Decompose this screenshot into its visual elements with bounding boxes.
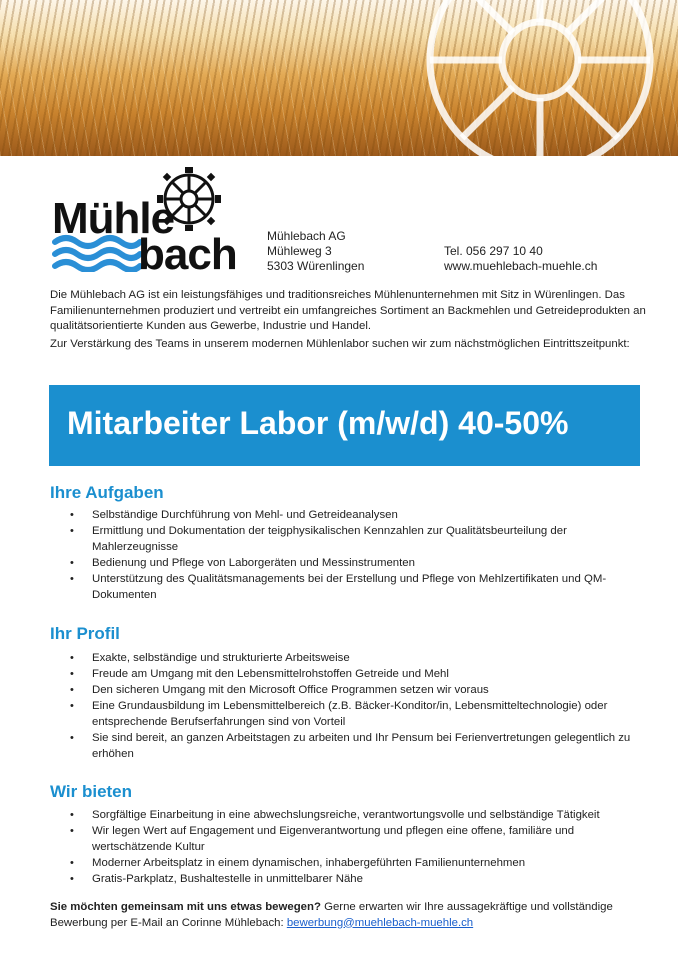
logo-text-line1: Mühle xyxy=(52,194,175,243)
list-item: • Unterstützung des Qualitätsmanagements bei der Erstellung und Pflege von Mehlzertifikaten und QM-Dokumenten xyxy=(68,571,643,603)
list-item: • Den sicheren Umgang mit den Microsoft Office Programmen setzen wir voraus xyxy=(68,682,643,698)
section-heading-profil: Ihr Profil xyxy=(50,624,120,643)
list-item: • Freude am Umgang mit den Lebensmittelrohstoffen Getreide und Mehl xyxy=(68,666,643,682)
company-phone: Tel. 056 297 10 40 xyxy=(444,244,543,258)
closing-text: Gerne erwarten wir Ihre aussagekräftige und vollständige Bewerbung per E-Mail an Corinne Mühlebach: xyxy=(50,901,613,929)
water-waves-icon xyxy=(52,234,142,272)
list-item: • Gratis-Parkplatz, Bushaltestelle in unmittelbarer Nähe xyxy=(68,871,643,887)
profil-list xyxy=(68,650,643,762)
job-title: Mitarbeiter Labor (m/w/d) 40-50% xyxy=(67,405,569,441)
company-contact xyxy=(444,244,597,274)
header-wheat-image xyxy=(0,0,678,156)
logo-text-line2: bach xyxy=(138,230,237,279)
company-logo xyxy=(50,166,237,279)
mill-wheel-watermark-icon xyxy=(410,0,670,156)
list-item: • Moderner Arbeitsplatz in einem dynamischen, inhabergeführten Familienunternehmen xyxy=(68,855,643,871)
bieten-list xyxy=(68,807,643,887)
list-item: • Ermittlung und Dokumentation der teigphysikalischen Kennzahlen zur Qualitätsbeurteilung der Mahlerzeugnisse xyxy=(68,523,643,555)
section-heading-bieten: Wir bieten xyxy=(50,782,133,801)
aufgaben-list xyxy=(68,507,643,603)
job-title-banner xyxy=(49,385,640,466)
company-address xyxy=(267,229,364,274)
list-item: • Eine Grundausbildung im Lebensmittelbereich (z.B. Bäcker-Konditor/in, Lebensmitteltechnologie) oder entsprechende Berufserfahrungen sind von Vorteil xyxy=(68,698,643,730)
list-item: • Selbständige Durchführung von Mehl- und Getreideanalysen xyxy=(68,507,643,523)
closing-paragraph xyxy=(50,900,650,931)
company-street: Mühleweg 3 xyxy=(267,244,332,258)
section-heading-aufgaben: Ihre Aufgaben xyxy=(50,483,164,502)
closing-lead: Sie möchten gemeinsam mit uns etwas bewegen? xyxy=(50,901,321,913)
list-item: • Sorgfältige Einarbeitung in eine abwechslungsreiche, verantwortungsvolle und selbständige Tätigkeit xyxy=(68,807,643,823)
list-item: • Sie sind bereit, an ganzen Arbeitstagen zu arbeiten und Ihr Pensum bei Ferienvertretungen gelegentlich zu erhöhen xyxy=(68,730,643,762)
company-city: 5303 Würenlingen xyxy=(267,259,365,273)
company-website[interactable]: www.muehlebach-muehle.ch xyxy=(444,259,598,273)
application-email-link[interactable]: bewerbung@muehlebach-muehle.ch xyxy=(286,916,474,929)
list-item: • Wir legen Wert auf Engagement und Eigenverantwortung und pflegen eine offene, familiäre und wertschätzende Kultur xyxy=(68,823,643,855)
list-item: • Exakte, selbständige und strukturierte Arbeitsweise xyxy=(68,650,643,666)
list-item: • Bedienung und Pflege von Laborgeräten und Messinstrumenten xyxy=(68,555,643,571)
intro-paragraph-1: Die Mühlebach AG ist ein leistungsfähiges und traditionsreiches Mühlenunternehmen mit Sitz in Würenlingen. Das Familienunternehmen produziert und vertreibt ein umfangreiches Sortiment an Backmehlen und Getreideprodukten an qualitätsorientierte Kunden aus Gewerbe, Industrie und Handel. xyxy=(50,289,646,332)
intro-paragraph-2: Zur Verstärkung des Teams in unserem modernen Mühlenlabor suchen wir zum nächstmöglichen Eintrittszeitpunkt: xyxy=(50,338,630,350)
company-name: Mühlebach AG xyxy=(267,229,346,243)
